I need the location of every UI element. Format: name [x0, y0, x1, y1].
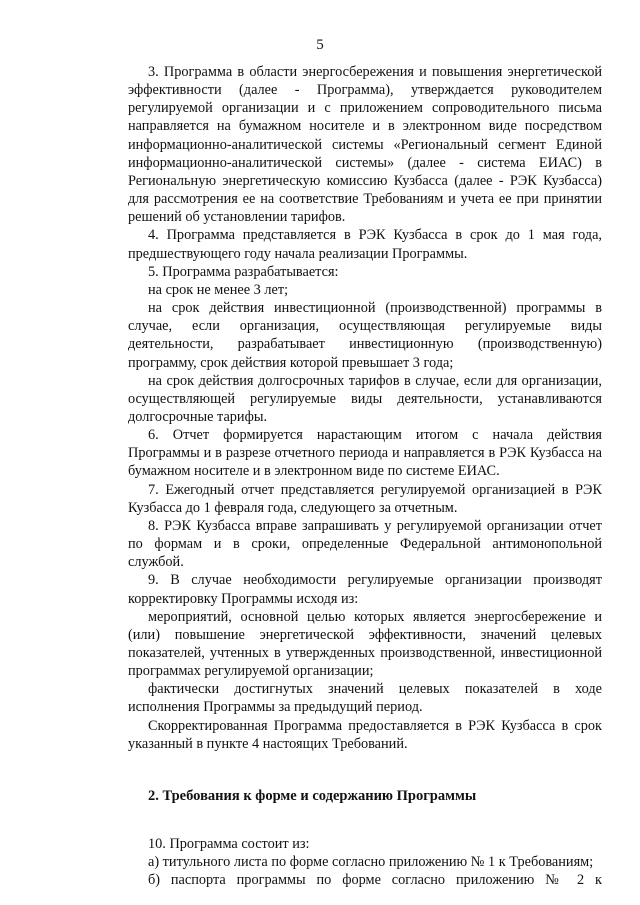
document-body: [128, 63, 602, 889]
paragraph-9-item-1: мероприятий, основной целью которых является энергосбережение и (или) повышение энергетической эффективности, значений целевых показателей, учтенных в утвержденных производственной, инвестиционной программах регулируемой организации;: [128, 608, 602, 680]
paragraph-6: 6. Отчет формируется нарастающим итогом с начала действия Программы и в разрезе отчетного периода и направляется в РЭК Кузбасса на бумажном носителе и в электронном виде по системе ЕИАС.: [128, 427, 602, 480]
paragraph-5: 5. Программа разрабатывается:: [148, 263, 339, 280]
section-spacer: [128, 753, 602, 787]
page-number: 5: [316, 37, 324, 53]
paragraph-10: 10. Программа состоит из:: [148, 835, 310, 852]
paragraph-4: 4. Программа представляется в РЭК Кузбасса в срок до 1 мая года, предшествующего году начала реализации Программы.: [128, 227, 602, 262]
section-title: 2. Требования к форме и содержанию Программы: [148, 787, 477, 804]
paragraph-5-item-3: на срок действия долгосрочных тарифов в случае, если для организации, осуществляющей регулируемые виды деятельности, устанавливаются долгосрочные тарифы.: [128, 372, 602, 425]
paragraph-5-item-2: на срок действия инвестиционной (производственной) программы в случае, если организация, осуществляющая регулируемые виды деятельности, разрабатывает инвестиционную (производственную) программу, срок действия которой превышает 3 года;: [128, 300, 602, 371]
paragraph-7: 7. Ежегодный отчет представляется регулируемой организацией в РЭК Кузбасса до 1 февраля года, следующего за отчетным.: [128, 481, 602, 516]
paragraph-10-item-a: а) титульного листа по форме согласно приложению № 1 к Требованиям;: [148, 854, 594, 871]
paragraph-9: 9. В случае необходимости регулируемые организации производят корректировку Программы исходя из:: [128, 572, 602, 607]
paragraph-adjusted-program: Скорректированная Программа предоставляется в РЭК Кузбасса в срок указанный в пункте 4 настоящих Требований.: [128, 717, 602, 752]
paragraph-9-item-2: фактически достигнутых значений целевых показателей в ходе исполнения Программы за предыдущий период.: [128, 681, 602, 716]
section-spacer-small: [128, 805, 602, 835]
paragraph-10-item-b: б) паспорта программы по форме согласно приложению № 2 к: [148, 872, 602, 889]
paragraph-5-item-1: на срок не менее 3 лет;: [148, 281, 289, 298]
paragraph-3: 3. Программа в области энергосбережения и повышения энергетической эффективности (далее - Программа), утверждается руководителем регулируемой организации и с приложением сопроводительного письма направляется на бумажном носителе и в электронном виде посредством информационно-аналитической системы «Региональный сегмент Единой информационно-аналитической системы» (далее - система ЕИАС) в Региональную энергетическую комиссию Кузбасса (далее - РЭК Кузбасса) для рассмотрения ее на соответствие Требованиям и учета ее при принятии решений об установлении тарифов.: [128, 64, 602, 226]
paragraph-8: 8. РЭК Кузбасса вправе запрашивать у регулируемой организации отчет по формам и в сроки, определенные Федеральной антимонопольной службой.: [128, 517, 602, 571]
